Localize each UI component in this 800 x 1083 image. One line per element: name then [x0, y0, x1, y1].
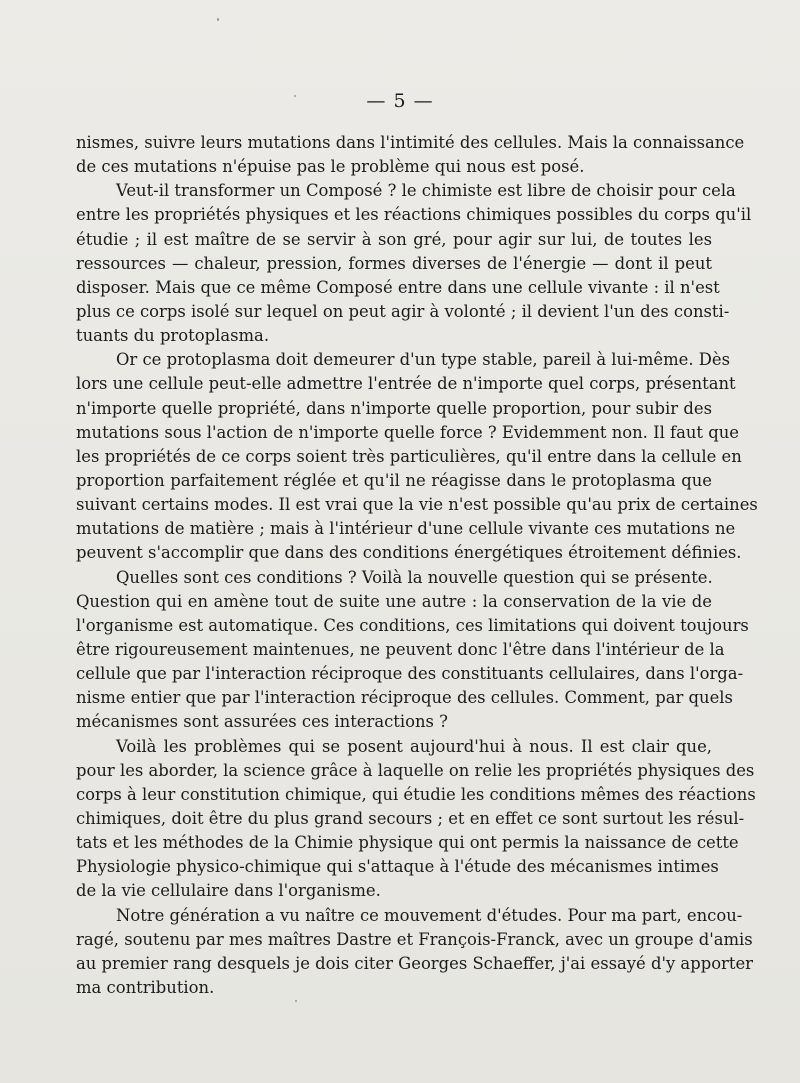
text-line: les propriétés de ce corps soient très particulières, qu'il entre dans la cellule en [76, 446, 742, 466]
text-line: Question qui en amène tout de suite une autre : la conservation de la vie de [76, 591, 712, 611]
text-line: entre les propriétés physiques et les réactions chimiques possibles du corps qu'il [76, 205, 752, 225]
text-line: Physiologie physico-chimique qui s'attaque à l'étude des mécanismes intimes [76, 857, 719, 877]
paragraph [76, 348, 758, 565]
text-line: n'importe quelle propriété, dans n'importe quelle proportion, pour subir des [76, 398, 712, 418]
text-line: Voilà les problèmes qui se posent aujourd'hui à nous. Il est clair que, [116, 736, 712, 756]
paragraph [76, 735, 756, 904]
text-line: cellule que par l'interaction réciproque des constituants cellulaires, dans l'orga- [76, 664, 744, 684]
text-line: disposer. Mais que ce même Composé entre dans une cellule vivante : il n'est [76, 277, 720, 297]
text-line: ma contribution. [76, 977, 215, 997]
text-line: proportion parfaitement réglée et qu'il ne réagisse dans le protoplasma que [76, 470, 712, 490]
text-line: mutations sous l'action de n'importe quelle force ? Evidemment non. Il faut que [76, 422, 739, 442]
text-line: Or ce protoplasma doit demeurer d'un type stable, pareil à lui-même. Dès [116, 350, 731, 370]
text-line: mutations de matière ; mais à l'intérieur d'une cellule vivante ces mutations ne [76, 519, 736, 539]
paper-speck [295, 1000, 297, 1002]
text-line: suivant certains modes. Il est vrai que la vie n'est possible qu'au prix de certaines [76, 495, 758, 515]
text-line: pour les aborder, la science grâce à laquelle on relie les propriétés physiques des [76, 760, 755, 780]
paragraph [76, 179, 752, 348]
page-number: — 5 — [366, 90, 434, 112]
text-line: mécanismes sont assurées ces interactions ? [76, 712, 448, 732]
paragraph [76, 566, 749, 735]
text-line: Veut-il transformer un Composé ? le chimiste est libre de choisir pour cela [116, 181, 736, 201]
text-line: lors une cellule peut-elle admettre l'entrée de n'importe quel corps, présentant [76, 374, 736, 394]
text-line: être rigoureusement maintenues, ne peuvent donc l'être dans l'intérieur de la [76, 639, 725, 659]
text-line: plus ce corps isolé sur lequel on peut agir à volonté ; il devient l'un des consti- [76, 301, 730, 321]
text-line: tuants du protoplasma. [76, 326, 270, 346]
text-line: tats et les méthodes de la Chimie physique qui ont permis la naissance de cette [76, 833, 739, 853]
text-line: peuvent s'accomplir que dans des conditions énergétiques étroitement définies. [76, 543, 742, 563]
paper-speck [217, 18, 219, 21]
paragraph [76, 904, 754, 1001]
text-line: ressources — chaleur, pression, formes diverses de l'énergie — dont il peut [76, 253, 712, 273]
text-line: ragé, soutenu par mes maîtres Dastre et François-Franck, avec un groupe d'amis [76, 929, 753, 949]
text-line: Quelles sont ces conditions ? Voilà la nouvelle question qui se présente. [116, 567, 713, 587]
text-line: chimiques, doit être du plus grand secours ; et en effet ce sont surtout les résul- [76, 808, 745, 828]
body-text [76, 131, 758, 1000]
text-line: l'organisme est automatique. Ces conditions, ces limitations qui doivent toujours [76, 615, 749, 635]
text-line: corps à leur constitution chimique, qui étudie les conditions mêmes des réactions [76, 784, 756, 804]
text-line: nisme entier que par l'interaction réciproque des cellules. Comment, par quels [76, 688, 733, 708]
text-line: Notre génération a vu naître ce mouvement d'études. Pour ma part, encou- [116, 905, 743, 925]
paragraph [76, 131, 745, 179]
text-line: au premier rang desquels je dois citer Georges Schaeffer, j'ai essayé d'y apporter [76, 953, 754, 973]
text-line: nismes, suivre leurs mutations dans l'intimité des cellules. Mais la connaissance [76, 133, 745, 152]
text-line: de ces mutations n'épuise pas le problème qui nous est posé. [76, 157, 585, 177]
text-line: de la vie cellulaire dans l'organisme. [76, 881, 381, 901]
text-line: étudie ; il est maître de se servir à son gré, pour agir sur lui, de toutes les [76, 229, 712, 249]
